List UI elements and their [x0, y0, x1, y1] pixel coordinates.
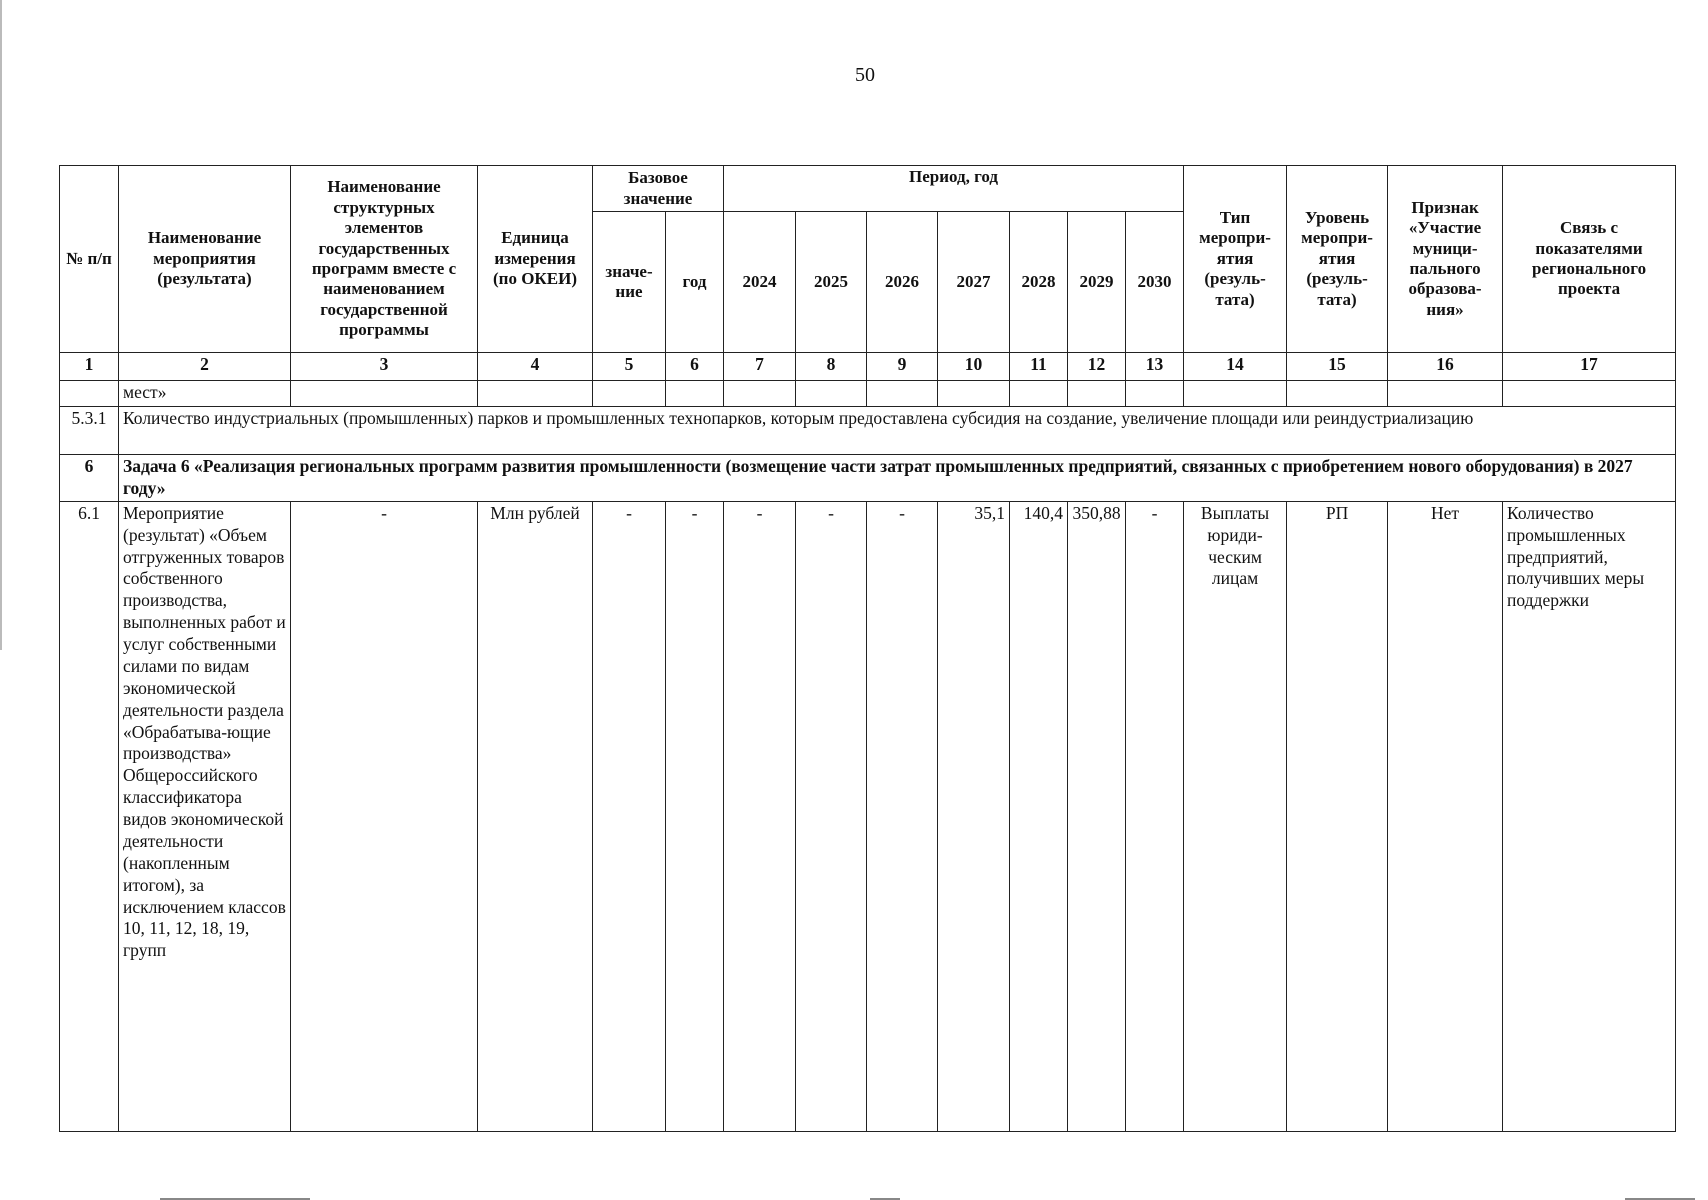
header-event-type: Тип меропри-ятия (резуль-тата): [1184, 166, 1287, 353]
base-year: -: [666, 501, 724, 1131]
value-2030: -: [1126, 501, 1184, 1131]
value-2025: -: [796, 501, 867, 1131]
value-2029: 350,88: [1068, 501, 1126, 1131]
header-base-value-group: Базовое значение: [593, 166, 724, 212]
column-number: 17: [1503, 353, 1676, 381]
header-base-year: год: [666, 212, 724, 353]
header-year-2027: 2027: [938, 212, 1010, 353]
event-level: РП: [1287, 501, 1388, 1131]
header-event-name: Наименование мероприятия (результата): [119, 166, 291, 353]
continuation-text: мест»: [119, 381, 291, 407]
column-number: 15: [1287, 353, 1388, 381]
page-number: 50: [855, 64, 875, 86]
regional-link: Количество промышленных предприятий, получивших меры поддержки: [1503, 501, 1676, 1131]
column-number: 13: [1126, 353, 1184, 381]
value-2028: 140,4: [1010, 501, 1068, 1131]
unit: Млн рублей: [478, 501, 593, 1131]
event-name: Мероприятие (результат) «Объем отгруженных товаров собственного производства, выполненных работ и услуг собственными силами по видам экономической деятельности раздела «Обрабатыва-ющие производства» Общероссийского классификатора видов экономической деятельности (накопленным итогом), за исключением классов 10, 11, 12, 18, 19, групп: [119, 501, 291, 1131]
value-2024: -: [724, 501, 796, 1131]
header-number: № п/п: [60, 166, 119, 353]
base-value: -: [593, 501, 666, 1131]
header-period-group: Период, год: [724, 166, 1184, 212]
header-structural-elements: Наименование структурных элементов государственных программ вместе с наименованием государственной программы: [291, 166, 478, 353]
column-number: 7: [724, 353, 796, 381]
row-number: 5.3.1: [60, 407, 119, 455]
column-number-row: [60, 353, 1676, 381]
row-5-3-1: [60, 407, 1676, 455]
column-number: 12: [1068, 353, 1126, 381]
row-number: 6.1: [60, 501, 119, 1131]
column-number: 2: [119, 353, 291, 381]
event-type: Выплаты юриди-ческим лицам: [1184, 501, 1287, 1131]
continuation-row: [60, 381, 1676, 407]
column-number: 14: [1184, 353, 1287, 381]
column-number: 10: [938, 353, 1010, 381]
column-number: 16: [1388, 353, 1503, 381]
header-year-2028: 2028: [1010, 212, 1068, 353]
header-unit: Единица измерения (по ОКЕИ): [478, 166, 593, 353]
header-event-level: Уровень меропри-ятия (резуль-тата): [1287, 166, 1388, 353]
header-year-2030: 2030: [1126, 212, 1184, 353]
header-year-2025: 2025: [796, 212, 867, 353]
value-2026: -: [867, 501, 938, 1131]
column-number: 4: [478, 353, 593, 381]
header-regional-link: Связь с показателями регионального проекта: [1503, 166, 1676, 353]
column-number: 8: [796, 353, 867, 381]
program-table: [59, 165, 1676, 1132]
header-municipal-participation: Признак «Участие муници-пального образова-ния»: [1388, 166, 1503, 353]
column-number: 6: [666, 353, 724, 381]
column-number: 9: [867, 353, 938, 381]
indicator-text: Количество индустриальных (промышленных) парков и промышленных технопарков, которым предоставлена субсидия на создание, увеличение площади или реиндустриализацию: [119, 407, 1676, 455]
structural-element: -: [291, 501, 478, 1131]
value-2027: 35,1: [938, 501, 1010, 1131]
row-task-6: [60, 455, 1676, 502]
header-base-value: значе-ние: [593, 212, 666, 353]
column-number: 3: [291, 353, 478, 381]
column-number: 11: [1010, 353, 1068, 381]
row-6-1: [60, 501, 1676, 1131]
municipal-participation: Нет: [1388, 501, 1503, 1131]
column-number: 1: [60, 353, 119, 381]
task-text: Задача 6 «Реализация региональных программ развития промышленности (возмещение части затрат промышленных предприятий, связанных с приобретением нового оборудования) в 2027 году»: [119, 455, 1676, 502]
scan-edge: [0, 0, 2, 650]
header-year-2026: 2026: [867, 212, 938, 353]
row-number: 6: [60, 455, 119, 502]
column-number: 5: [593, 353, 666, 381]
header-row-1: [60, 166, 1676, 212]
header-year-2029: 2029: [1068, 212, 1126, 353]
header-year-2024: 2024: [724, 212, 796, 353]
